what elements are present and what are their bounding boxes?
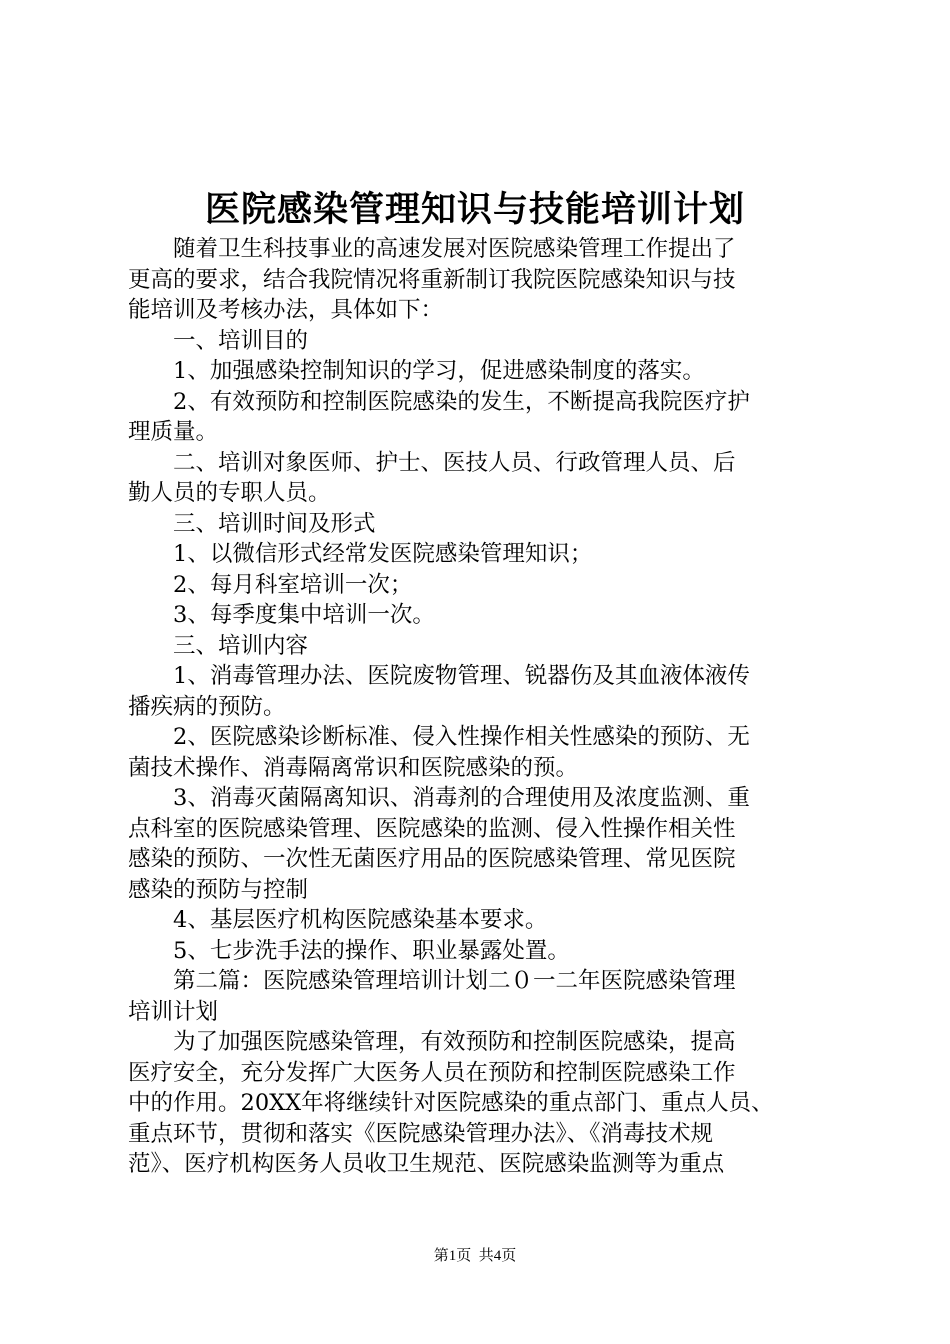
- text-line: 范》、医疗机构医务人员收卫生规范、医院感染监测等为重点: [128, 1151, 725, 1177]
- text-line: 第二篇：医院感染管理培训计划二０一二年医院感染管理: [128, 968, 736, 994]
- text-line: 播疾病的预防。: [128, 693, 286, 720]
- text-line: 三、培训时间及形式: [128, 510, 376, 537]
- text-line: 三、培训内容: [128, 632, 309, 659]
- text-line: 2、医院感染诊断标准、侵入性操作相关性感染的预防、无: [128, 724, 750, 750]
- text-line: 理质量。: [128, 419, 219, 445]
- text-line: 2、有效预防和控制医院感染的发生，不断提高我院医疗护: [128, 388, 750, 415]
- text-line: 3、消毒灭菌隔离知识、消毒剂的合理使用及浓度监测、重: [128, 785, 750, 811]
- text-line: 更高的要求，结合我院情况将重新制订我院医院感染知识与技: [128, 266, 736, 293]
- text-line: 一、培训目的: [128, 327, 309, 354]
- text-line: 为了加强医院感染管理，有效预防和控制医院感染，提高: [128, 1029, 736, 1055]
- text-line: 感染的预防与控制: [128, 876, 309, 903]
- text-line: 1、消毒管理办法、医院废物管理、锐器伤及其血液体液传: [128, 663, 750, 689]
- text-line: 5、七步洗手法的操作、职业暴露处置。: [128, 937, 570, 964]
- text-line: 随着卫生科技事业的高速发展对医院感染管理工作提出了: [128, 236, 736, 262]
- text-line: 点科室的医院感染管理、医院感染的监测、侵入性操作相关性: [128, 815, 736, 842]
- text-line: 4、基层医疗机构医院感染基本要求。: [128, 907, 548, 933]
- text-line: 菌技术操作、消毒隔离常识和医院感染的预。: [128, 754, 579, 781]
- text-line: 能培训及考核办法，具体如下：: [128, 297, 444, 323]
- text-line: 医疗安全，充分发挥广大医务人员在预防和控制医院感染工作: [128, 1059, 736, 1086]
- document-title: 医院感染管理知识与技能培训计划: [204, 190, 745, 230]
- text-line: 3、每季度集中培训一次。: [128, 602, 435, 628]
- text-line: 重点环节，贯彻和落实《医院感染管理办法》、《消毒技术规: [128, 1120, 714, 1147]
- text-line: 勤人员的专职人员。: [128, 480, 331, 506]
- text-line: 感染的预防、一次性无菌医疗用品的医院感染管理、常见医院: [128, 846, 736, 872]
- text-line: 中的作用。20XX年将继续针对医院感染的重点部门、重点人员、: [128, 1090, 774, 1116]
- page-number: 第1页 共4页: [433, 1248, 517, 1264]
- document-body: [128, 234, 834, 1180]
- text-line: 培训计划: [128, 998, 219, 1025]
- text-line: 1、以微信形式经常发医院感染管理知识；: [128, 541, 593, 567]
- page-footer: [0, 1244, 950, 1265]
- text-line: 二、培训对象医师、护士、医技人员、行政管理人员、后: [128, 449, 736, 476]
- text-line: 2、每月科室培训一次；: [128, 571, 413, 598]
- text-line: 1、加强感染控制知识的学习，促进感染制度的落实。: [128, 358, 705, 384]
